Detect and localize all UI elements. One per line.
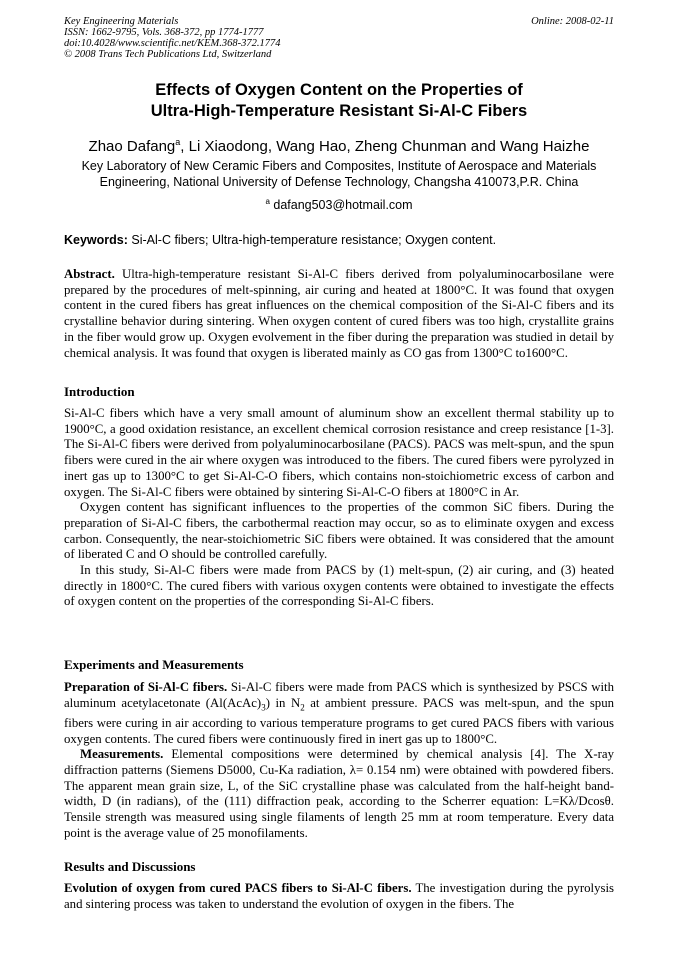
keywords-text: Si-Al-C fibers; Ultra-high-temperature resistance; Oxygen content. (131, 233, 497, 247)
affiliation (64, 158, 614, 190)
introduction-heading: Introduction (64, 384, 135, 399)
author-list (64, 132, 614, 157)
title-line-2: Ultra-High-Temperature Resistant Si-Al-C Fibers (150, 102, 528, 120)
results-heading: Results and Discussions (64, 859, 196, 874)
journal-doi: doi:10.4028/www.scientific.net/KEM.368-372.1774 (64, 38, 281, 49)
online-date: Online: 2008-02-11 (531, 16, 614, 27)
intro-paragraph-3: In this study, Si-Al-C fibers were made from PACS by (1) melt-spun, (2) air curing, and (3) heated directly in 1800°C. The cured fibers with various oxygen contents were obtained to investigate the effects of oxygen content on the properties of the corresponding Si-Al-C fibers. (64, 563, 614, 609)
preparation-text-b: ) in N (265, 695, 301, 710)
journal-issn: ISSN: 1662-9795, Vols. 368-372, pp 1774-1777 (64, 27, 264, 38)
evolution-text: The investigation during the pyrolysis and sintering process was taken to understand the evolution of oxygen in the fibers. The (64, 881, 614, 911)
abstract-text: Ultra-high-temperature resistant Si-Al-C fibers derived from polyaluminocarbosilane were prepared by the procedures of melt-spinning, air curing and heated at 1800°C. It was found that oxygen content in the cured fibers has great influences on the chemical composition of the Si-Al-C fibers and its crystalline behavior during sintering. When oxygen content of cured fibers was too high, crystallite grains in the fiber would grow up. Oxygen evolvement in the fiber during the preparation was studied in detail by chemical analysis. It was found that oxygen is liberated mainly as CO gas from 1300°C to1600°C. (64, 267, 614, 360)
results-section (64, 881, 614, 912)
email-mark: a (265, 197, 270, 206)
title-line-1: Effects of Oxygen Content on the Properties of (155, 81, 523, 99)
preparation-sub-2: 2 (300, 702, 305, 713)
affiliation-line-1: Key Laboratory of New Ceramic Fibers and Composites, Institute of Aerospace and Materials (81, 159, 597, 173)
evolution-label: Evolution of oxygen from cured PACS fibers to Si-Al-C fibers. (64, 881, 412, 895)
preparation-text-a: Si-Al-C fibers were made from PACS which is synthesized by PSCS with aluminum acetylacetonate (Al(AcAc) (64, 680, 615, 710)
intro-paragraph-1: Si-Al-C fibers which have a very small amount of aluminum show an excellent thermal stability up to 1900°C, a good oxidation resistance, an excellent chemical corrosion resistance and creep resistance [1-3]. The Si-Al-C fibers were derived from polyaluminocarbosilane (PACS). PACS was melt-spun, and the spun fibers were cured in the air where oxygen was introduced to the fibers. The cured fibers were pyrolyzed in inert gas up to 1300°C to get Si-Al-C-O fibers, which contains non-stoichiometric excess of carbon and oxygen. The Si-Al-C fibers were obtained by sintering Si-Al-C-O fibers at 1800°C in Ar. (64, 406, 614, 499)
email-address[interactable]: dafang503@hotmail.com (273, 198, 413, 213)
preparation-label: Preparation of Si-Al-C fibers. (64, 680, 228, 694)
intro-paragraph-2: Oxygen content has significant influences to the properties of the common SiC fibers. During the preparation of Si-Al-C fibers, the carbothermal reaction may occur, so as to eliminate oxygen and excess carbon. Consequently, the near-stoichiometric SiC fibers were obtained. It was considered that the amount of liberated C and O should be controlled carefully. (64, 500, 614, 562)
first-author: Zhao Dafang (88, 138, 176, 155)
email-line (64, 194, 614, 213)
journal-header (64, 16, 281, 60)
journal-copyright: © 2008 Trans Tech Publications Ltd, Switzerland (64, 49, 272, 60)
abstract (64, 267, 614, 361)
keywords (64, 232, 614, 248)
measurements-label: Measurements. (80, 747, 164, 762)
other-authors: , Li Xiaodong, Wang Hao, Zheng Chunman and Wang Haizhe (180, 138, 590, 155)
preparation-text-c: at ambient pressure. PACS was melt-spun, and the spun fibers were curing in air according to various temperature programs to get cured PACS fibers with various oxygen contents. The cured fibers were continuously fired in inert gas up to 1800°C. (64, 695, 614, 746)
evolution-paragraph (64, 881, 614, 912)
keywords-label: Keywords: (64, 233, 128, 247)
experiments-heading: Experiments and Measurements (64, 657, 244, 672)
introduction-section (64, 406, 614, 610)
experiments-section (64, 680, 614, 842)
measurements-text: Elemental compositions were determined by chemical analysis [4]. The X-ray diffraction patterns (Siemens D5000, Cu-Ka radiation, λ= 0.154 nm) were obtained with powdered fibers. The apparent mean grain size, L, of the SiC crystalline phase was calculated from the half-height band-width, D (in radians), of the (111) diffraction peak, according to the Scherrer equation: L=Kλ/Dcosθ. Tensile strength was measured using single filaments of length 25 mm at room temperature. Every data point is the average value of 25 monofilaments. (64, 747, 615, 840)
preparation-paragraph (64, 680, 614, 747)
paper-title (64, 80, 614, 122)
abstract-label: Abstract. (64, 267, 115, 281)
preparation-sub-1: 3 (261, 702, 266, 713)
first-author-mark: a (175, 137, 181, 147)
affiliation-line-2: Engineering, National University of Defense Technology, Changsha 410073,P.R. China (99, 175, 579, 189)
journal-name: Key Engineering Materials (64, 16, 179, 27)
measurements-paragraph (64, 747, 614, 841)
